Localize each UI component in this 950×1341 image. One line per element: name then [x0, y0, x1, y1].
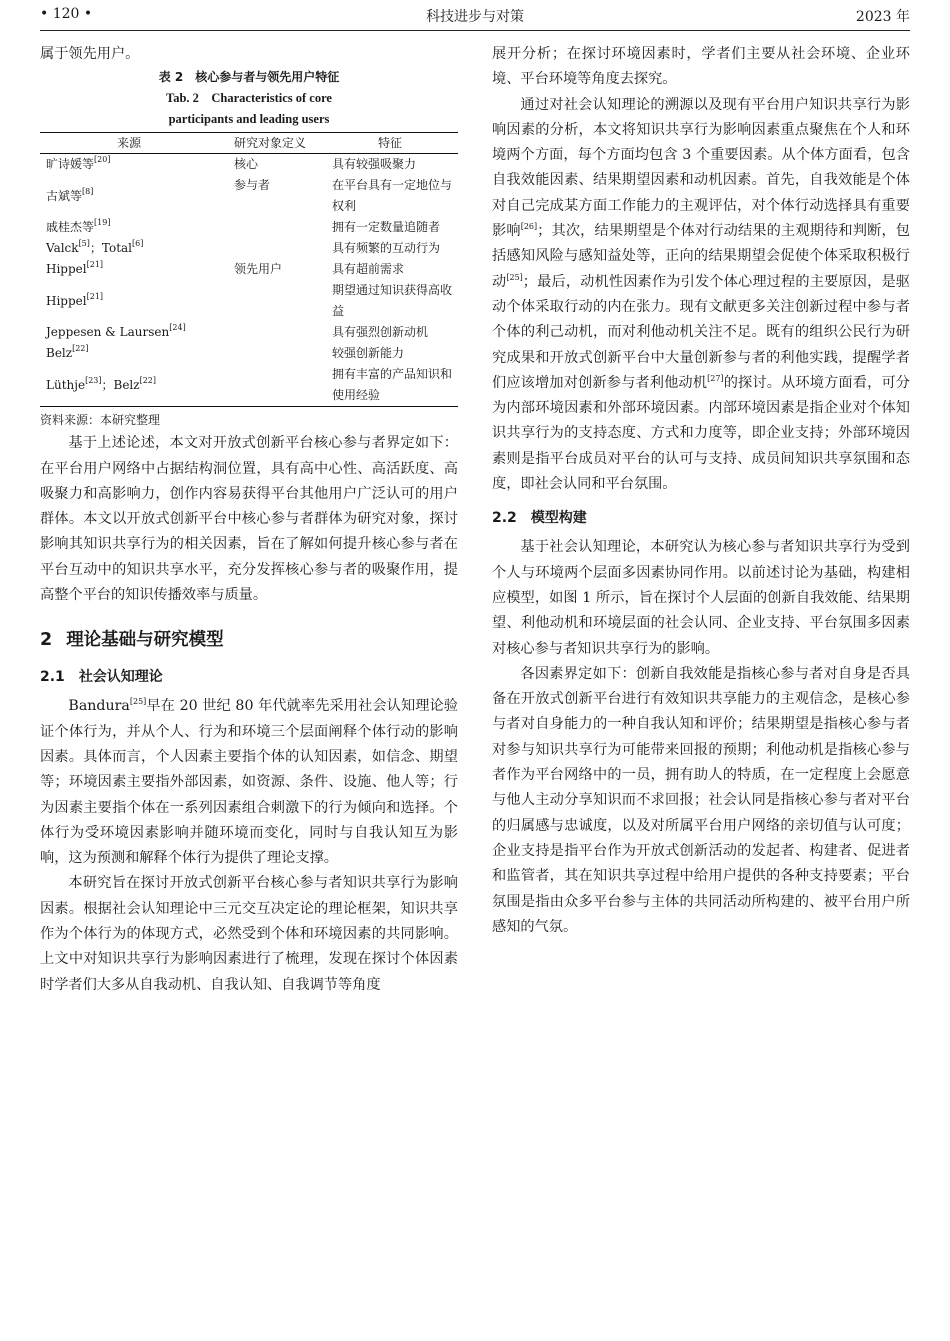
page-number: • 120 • [40, 6, 93, 22]
table-2 [40, 67, 458, 431]
table-caption-cn: 表 2 核心参与者与领先用户特征 [158, 70, 340, 85]
col-header-definition: 研究对象定义 [233, 136, 306, 151]
page-header [40, 0, 910, 31]
cell-source: Hippel[21] [46, 260, 104, 277]
table-caption-en: participants and leading users [168, 112, 330, 127]
cell-feature: 期望通过知识获得高收益 [332, 283, 453, 319]
cell-source: Valck[5]；Total[6] [46, 239, 144, 256]
cell-definition [218, 238, 322, 259]
cell-source: Jeppesen & Laursen[24] [46, 323, 186, 340]
cell-feature: 具有强烈创新动机 [332, 325, 429, 340]
cell-source: 古斌等[8] [46, 186, 94, 203]
cell-source: Hippel[21] [46, 291, 104, 308]
paragraph: 基于社会认知理论，本研究认为核心参与者知识共享行为受到个人与环境两个层面多因素协同作用。以前述讨论为基础，构建相应模型，如图 1 所示，旨在探讨个人层面的创新自我效能、结果期望、利他动机和环境层面的社会认同、企业支持、平台氛围多因素对核心参与者知识共享行为的影响。 [492, 539, 910, 657]
cell-feature: 较强创新能力 [332, 346, 405, 361]
table-row [40, 364, 458, 407]
table-row [40, 154, 458, 176]
col-header-source: 来源 [116, 136, 141, 151]
table-row [40, 238, 458, 259]
cell-feature: 具有超前需求 [332, 262, 405, 277]
cell-definition [218, 322, 322, 343]
left-column [40, 42, 458, 998]
subsection-heading: 2.2 模型构建 [492, 510, 587, 527]
table-row [40, 259, 458, 280]
table-header-row [40, 133, 458, 154]
journal-title: 科技进步与对策 [426, 9, 524, 25]
table-row [40, 217, 458, 238]
section-heading: 2 理论基础与研究模型 [40, 630, 224, 651]
paragraph: 展开分析；在探讨环境因素时，学者们主要从社会环境、企业环境、平台环境等角度去探究。 [492, 46, 910, 88]
cell-definition: 领先用户 [234, 262, 283, 277]
cell-source: Belz[22] [46, 344, 89, 361]
cell-definition [218, 343, 322, 364]
table-row [40, 322, 458, 343]
cell-feature: 拥有一定数量追随者 [332, 220, 441, 235]
cell-definition: 核心 [234, 157, 259, 172]
cell-feature: 拥有丰富的产品知识和使用经验 [332, 367, 453, 403]
table-caption-en: Tab. 2 Characteristics of core [166, 91, 332, 106]
cell-definition [218, 364, 322, 407]
paragraph: 各因素界定如下：创新自我效能是指核心参与者对自身是否具备在开放式创新平台进行有效知识共享能力的主观信念，是核心参与者对自身能力的一种自我认知和评价；结果期望是指核心参与者对参与知识共享行为可能带来回报的预期；利他动机是指核心参与者作为平台网络中的一员，拥有助人的特质，在一定程度上会愿意与他人主动分享知识而不求回报；社会认同是指核心参与者对平台的归属感与忠诚度，以及对所属平台用户网络的亲切值与认可度；企业支持是指平台作为开放式创新活动的发起者、构建者、促进者和监管者，其在知识共享过程中给用户提供的各种支持要素；平台氛围是指由众多平台参与主体的共同活动所构建的、被平台用户所感知的气氛。 [492, 665, 910, 935]
cell-definition: 参与者 [234, 178, 271, 193]
subsection-heading: 2.1 社会认知理论 [40, 669, 163, 686]
paragraph: 基于上述论述，本文对开放式创新平台核心参与者界定如下：在平台用户网络中占据结构洞位置，具有高中心性、高活跃度、高吸聚力和高影响力，创作内容易获得平台其他用户广泛认可的用户群体。本文以开放式创新平台中核心参与者群体为研究对象，探讨影响其知识共享行为的相关因素，旨在了解如何提升核心参与者在平台互动中的知识共享水平，充分发挥核心参与者的吸聚作用，提高整个平台的知识传播效率与质量。 [40, 435, 458, 604]
paragraph: 属于领先用户。 [40, 46, 140, 62]
table-row [40, 343, 458, 364]
characteristics-table [40, 132, 458, 407]
col-header-feature: 特征 [377, 136, 402, 151]
cell-source: 戚桂杰等[19] [46, 218, 111, 235]
cell-feature: 具有较强吸聚力 [332, 157, 417, 172]
cell-source: Lüthje[23]；Belz[22] [46, 375, 157, 392]
paragraph: Bandura[25]早在 20 世纪 80 年代就率先采用社会认知理论验证个体行为，并从个人、行为和环境三个层面阐释个体行动的影响因素。具体而言，个人因素主要指个体的认知因素，如信念、期望等；环境因素主要指外部因素，如资源、条件、设施、他人等；行为因素主要指个体在一系列因素组合刺激下的行为倾向和选择。个体行为受环境因素影响并随环境而变化，同时与自我认知互为影响，这为预测和解释个体行为提供了理论支撑。 [40, 697, 458, 867]
table-row [40, 175, 458, 217]
cell-feature: 在平台具有一定地位与权利 [332, 178, 453, 214]
cell-definition [218, 217, 322, 238]
table-source-note: 资料来源：本研究整理 [40, 413, 161, 428]
cell-definition [218, 280, 322, 322]
cell-feature: 具有频繁的互动行为 [332, 241, 441, 256]
cell-source: 旷诗媛等[20] [46, 155, 111, 172]
table-row [40, 280, 458, 322]
right-column [492, 42, 910, 940]
paragraph: 本研究旨在探讨开放式创新平台核心参与者知识共享行为影响因素。根据社会认知理论中三元交互决定论的理论框架，知识共享作为个体行为的体现方式，必然受到个体和环境因素的共同影响。上文中对知识共享行为影响因素进行了梳理，发现在探讨个体因素时学者们大多从自我动机、自我认知、自我调节等角度 [40, 875, 458, 993]
paragraph: 通过对社会认知理论的溯源以及现有平台用户知识共享行为影响因素的分析，本文将知识共享行为影响因素重点聚焦在个人和环境两个方面，每个方面均包含 3 个重要因素。从个体方面看，包含自我效能因素、结果期望因素和动机因素。首先，自我效能是个体对自己完成某方面工作能力的主观评估，对个体行动选择具有重要影响[26]；其次，结果期望是个体对行动结果的主观期待和判断，包括感知风险与感知益处等，正向的结果期望会促使个体采取积极行动[25]；最后，动机性因素作为引发个体心理过程的主要原因，是驱动个体采取行动的内在张力。现有文献更多关注创新过程中参与者个体的利己动机，而对利他动机关注不足。既有的组织公民行为研究成果和开放式创新平台中大量创新参与者的利他实践，提醒学者们应该增加对创新参与者利他动机[27]的探讨。从环境方面看，可分为内部环境因素和外部环境因素。内部环境因素是指企业对个体知识共享行为的支持态度、方式和力度等，即企业支持；外部环境因素则是指平台成员对平台的认可与支持、成员间知识共享氛围和态度，即社会认同和平台氛围。 [492, 96, 910, 493]
journal-year: 2023 年 [855, 9, 910, 25]
